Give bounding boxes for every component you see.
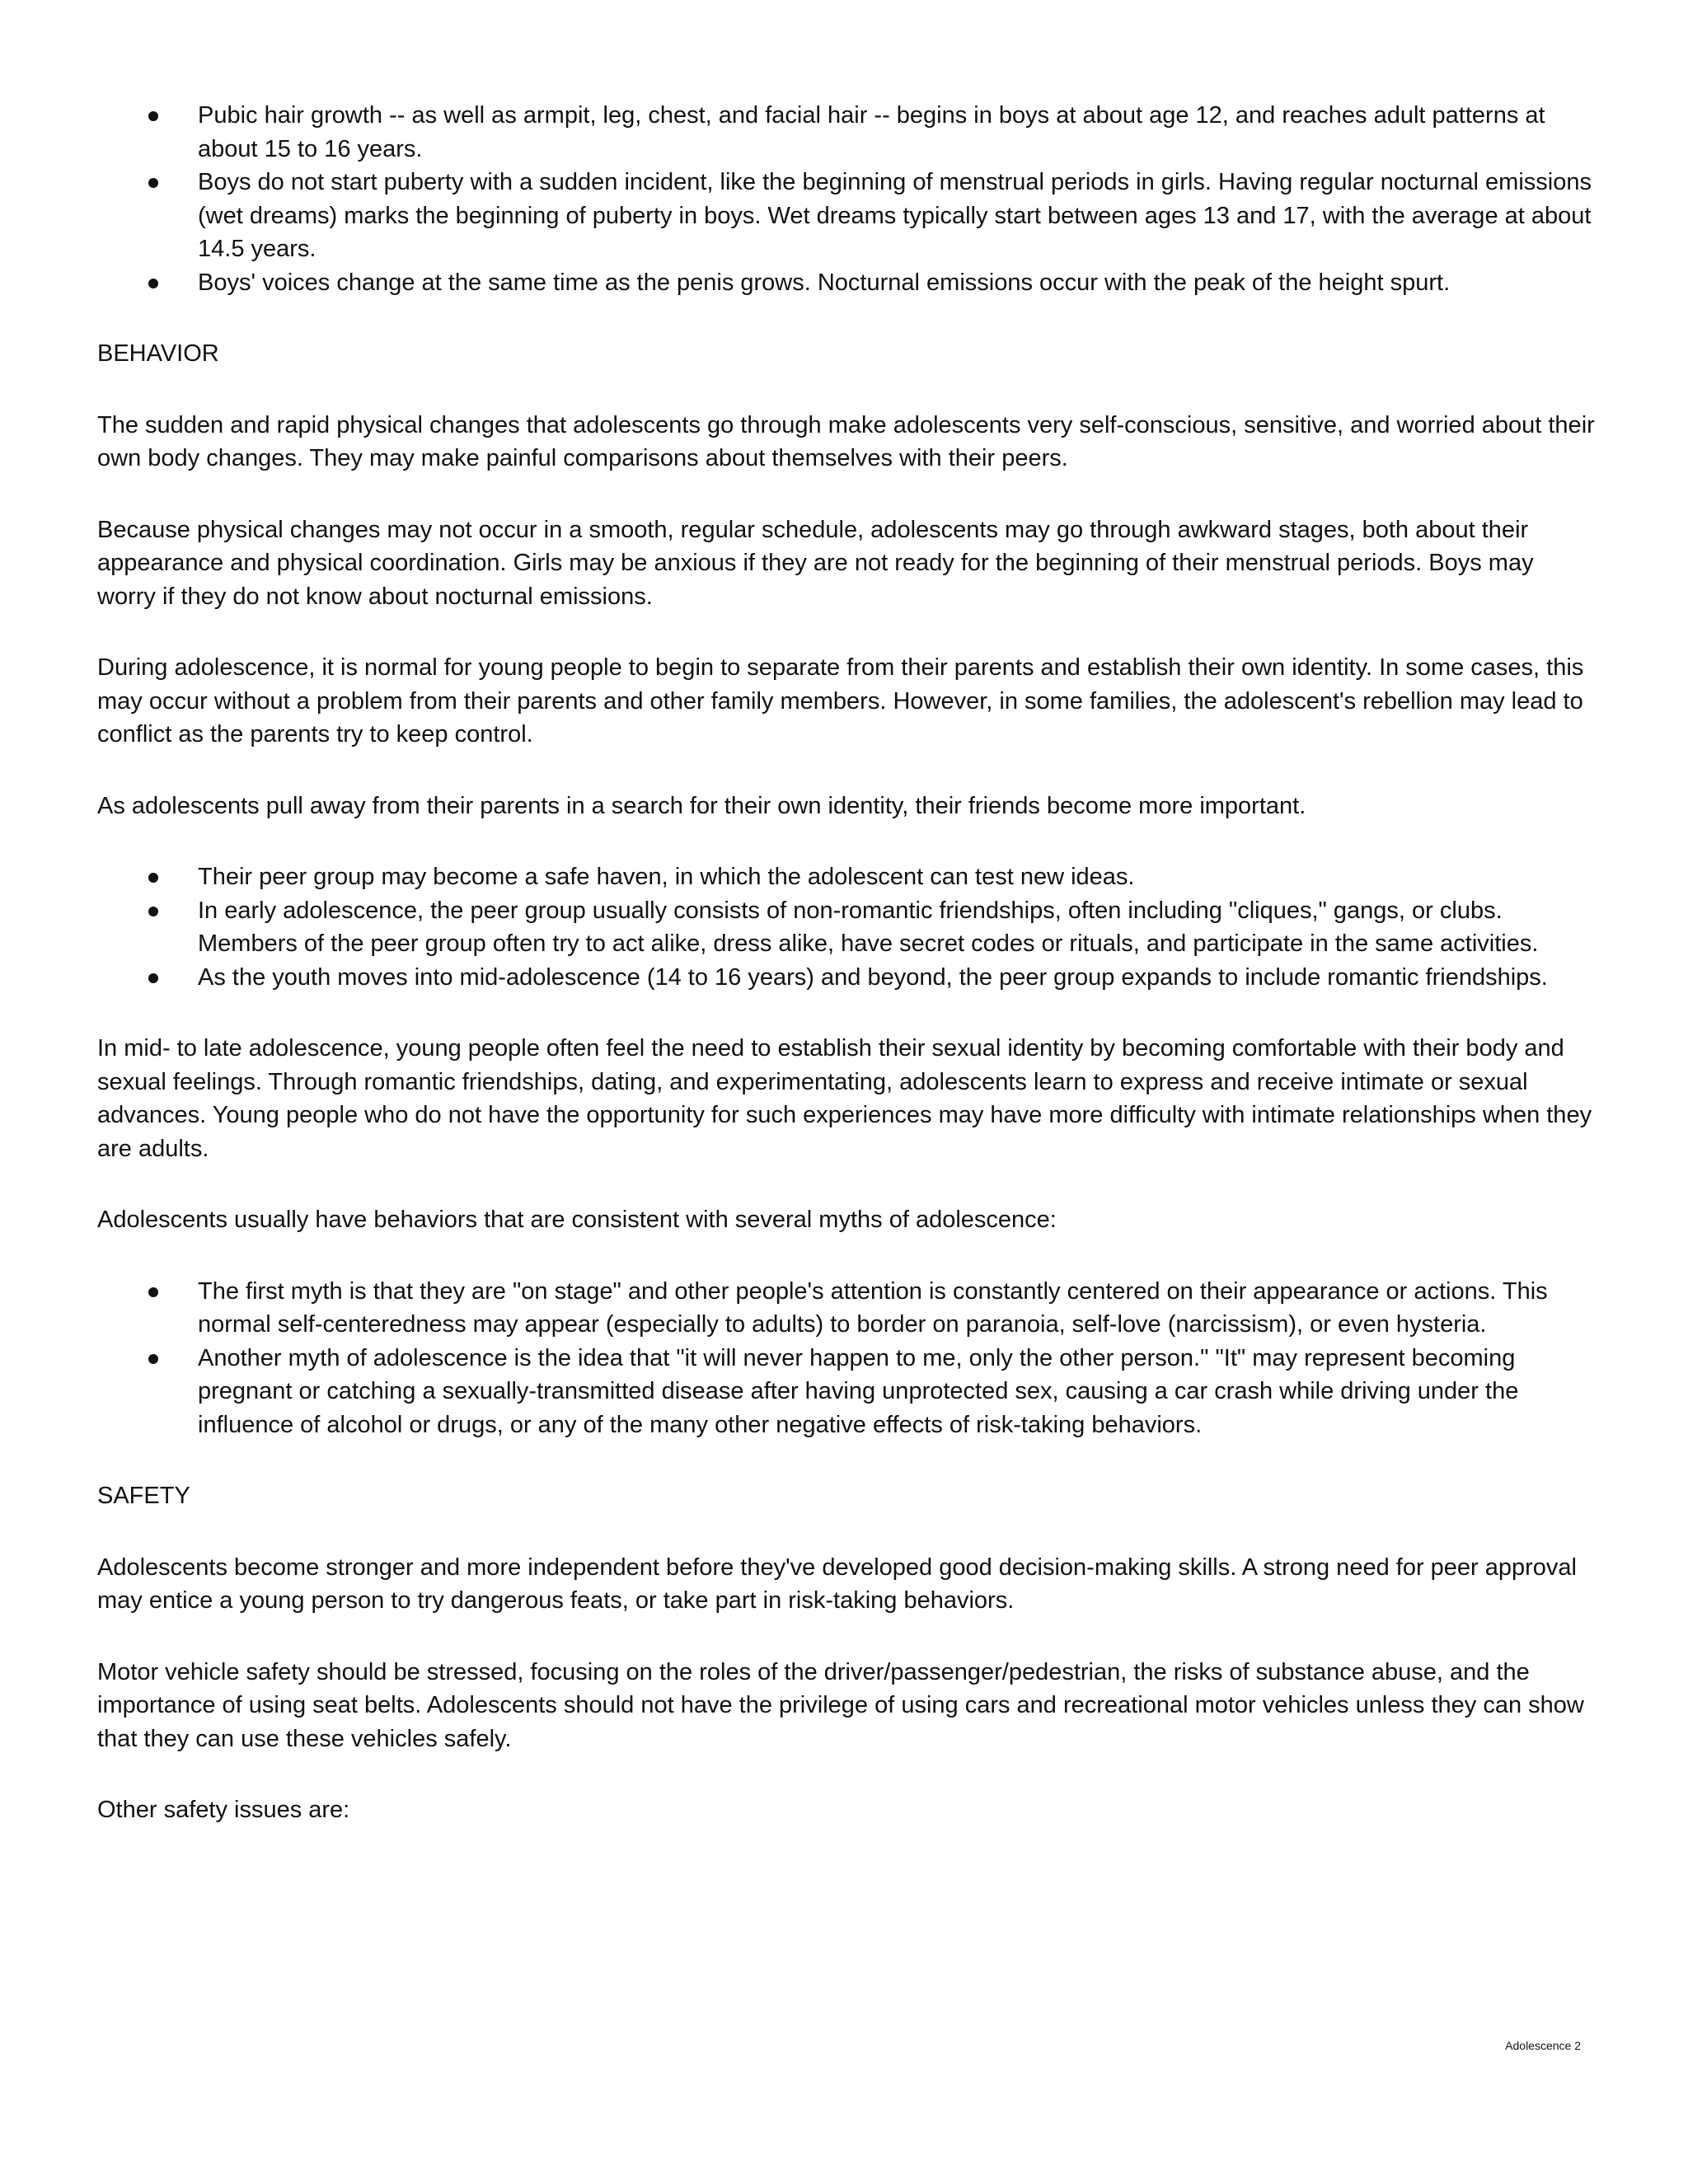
page-footer: Adolescence 2 <box>1505 2039 1581 2052</box>
bullet-icon <box>148 178 158 188</box>
list-item <box>97 1275 1597 1342</box>
list-item-text: Their peer group may become a safe haven, in which the adolescent can test new ideas. <box>198 864 1135 890</box>
bullet-icon <box>148 1354 158 1364</box>
bullet-icon <box>148 279 158 288</box>
puberty-bullet-list <box>97 99 1597 299</box>
paragraph: Motor vehicle safety should be stressed, focusing on the roles of the driver/passenger/pedestrian, the risks of substance abuse, and the importance of using seat belts. Adolescents should not have the privilege of using cars and recreational motor vehicles unless they can show that they can use these vehicles safely. <box>97 1658 1584 1752</box>
list-item-text: As the youth moves into mid-adolescence (14 to 16 years) and beyond, the peer group expands to include romantic friendships. <box>198 963 1548 991</box>
list-item <box>97 961 1597 995</box>
list-item <box>97 99 1597 166</box>
bullet-icon <box>148 111 158 121</box>
myths-bullet-list <box>97 1275 1597 1442</box>
paragraph: Adolescents usually have behaviors that are consistent with several myths of adolescence: <box>97 1207 1057 1233</box>
paragraph: Because physical changes may not occur in a smooth, regular schedule, adolescents may go through awkward stages, both about their appearance and physical coordination. Girls may be anxious if they are not ready for the beginning of their menstrual periods. Boys may worry if they do not know about nocturnal emissions. <box>97 516 1534 610</box>
list-item <box>97 266 1597 300</box>
section-heading-behavior: BEHAVIOR <box>97 340 219 367</box>
bullet-icon <box>148 873 158 883</box>
paragraph: During adolescence, it is normal for young people to begin to separate from their parents and establish their own identity. In some cases, this may occur without a problem from their parents and other family members. However, in some families, the adolescent's rebellion may lead to conflict as the parents try to keep control. <box>97 654 1584 748</box>
list-item-text: Boys' voices change at the same time as the penis grows. Nocturnal emissions occur with the peak of the height spurt. <box>198 269 1451 296</box>
list-item <box>97 860 1597 894</box>
paragraph: Other safety issues are: <box>97 1797 350 1823</box>
paragraph: In mid- to late adolescence, young people often feel the need to establish their sexual identity by becoming comfortable with their body and sexual feelings. Through romantic friendships, dating, and experimentating, adolescents learn to express and receive intimate or sexual advances. Young people who do not have the opportunity for such experiences may have more difficulty with intimate relationships when they are adults. <box>97 1035 1592 1162</box>
page-content <box>97 99 1597 1827</box>
bullet-icon <box>148 1287 158 1297</box>
list-item <box>97 894 1597 961</box>
paragraph: The sudden and rapid physical changes that adolescents go through make adolescents very self-conscious, sensitive, and worried about their own body changes. They may make painful comparisons about themselves with their peers. <box>97 411 1595 471</box>
list-item-text: In early adolescence, the peer group usually consists of non-romantic friendships, often including "cliques," gangs, or clubs. Members of the peer group often try to act alike, dress alike, have secret codes or rituals, and participate in the same activities. <box>198 897 1539 957</box>
list-item-text: The first myth is that they are "on stage" and other people's attention is constantly centered on their appearance or actions. This normal self-centeredness may appear (especially to adults) to border on paranoia, self-love (narcissism), or even hysteria. <box>198 1277 1548 1338</box>
paragraph: As adolescents pull away from their parents in a search for their own identity, their friends become more important. <box>97 792 1306 819</box>
list-item-text: Another myth of adolescence is the idea that "it will never happen to me, only the other person." "It" may represent becoming pregnant or catching a sexually-transmitted disease after having unprotected sex, causing a car crash while driving under the influence of alcohol or drugs, or any of the many other negative effects of risk-taking behaviors. <box>198 1344 1519 1438</box>
paragraph: Adolescents become stronger and more independent before they've developed good decision-making skills. A strong need for peer approval may entice a young person to try dangerous feats, or take part in risk-taking behaviors. <box>97 1554 1577 1614</box>
section-heading-safety: SAFETY <box>97 1483 190 1509</box>
list-item-text: Boys do not start puberty with a sudden incident, like the beginning of menstrual periods in girls. Having regular nocturnal emissions (wet dreams) marks the beginning of puberty in boys. Wet dreams typically start between ages 13 and 17, with the average at about 14.5 years. <box>198 169 1592 262</box>
list-item <box>97 166 1597 266</box>
list-item <box>97 1342 1597 1442</box>
peer-group-bullet-list <box>97 860 1597 994</box>
bullet-icon <box>148 973 158 983</box>
bullet-icon <box>148 907 158 916</box>
list-item-text: Pubic hair growth -- as well as armpit, leg, chest, and facial hair -- begins in boys at about age 12, and reaches adult patterns at about 15 to 16 years. <box>198 102 1545 162</box>
